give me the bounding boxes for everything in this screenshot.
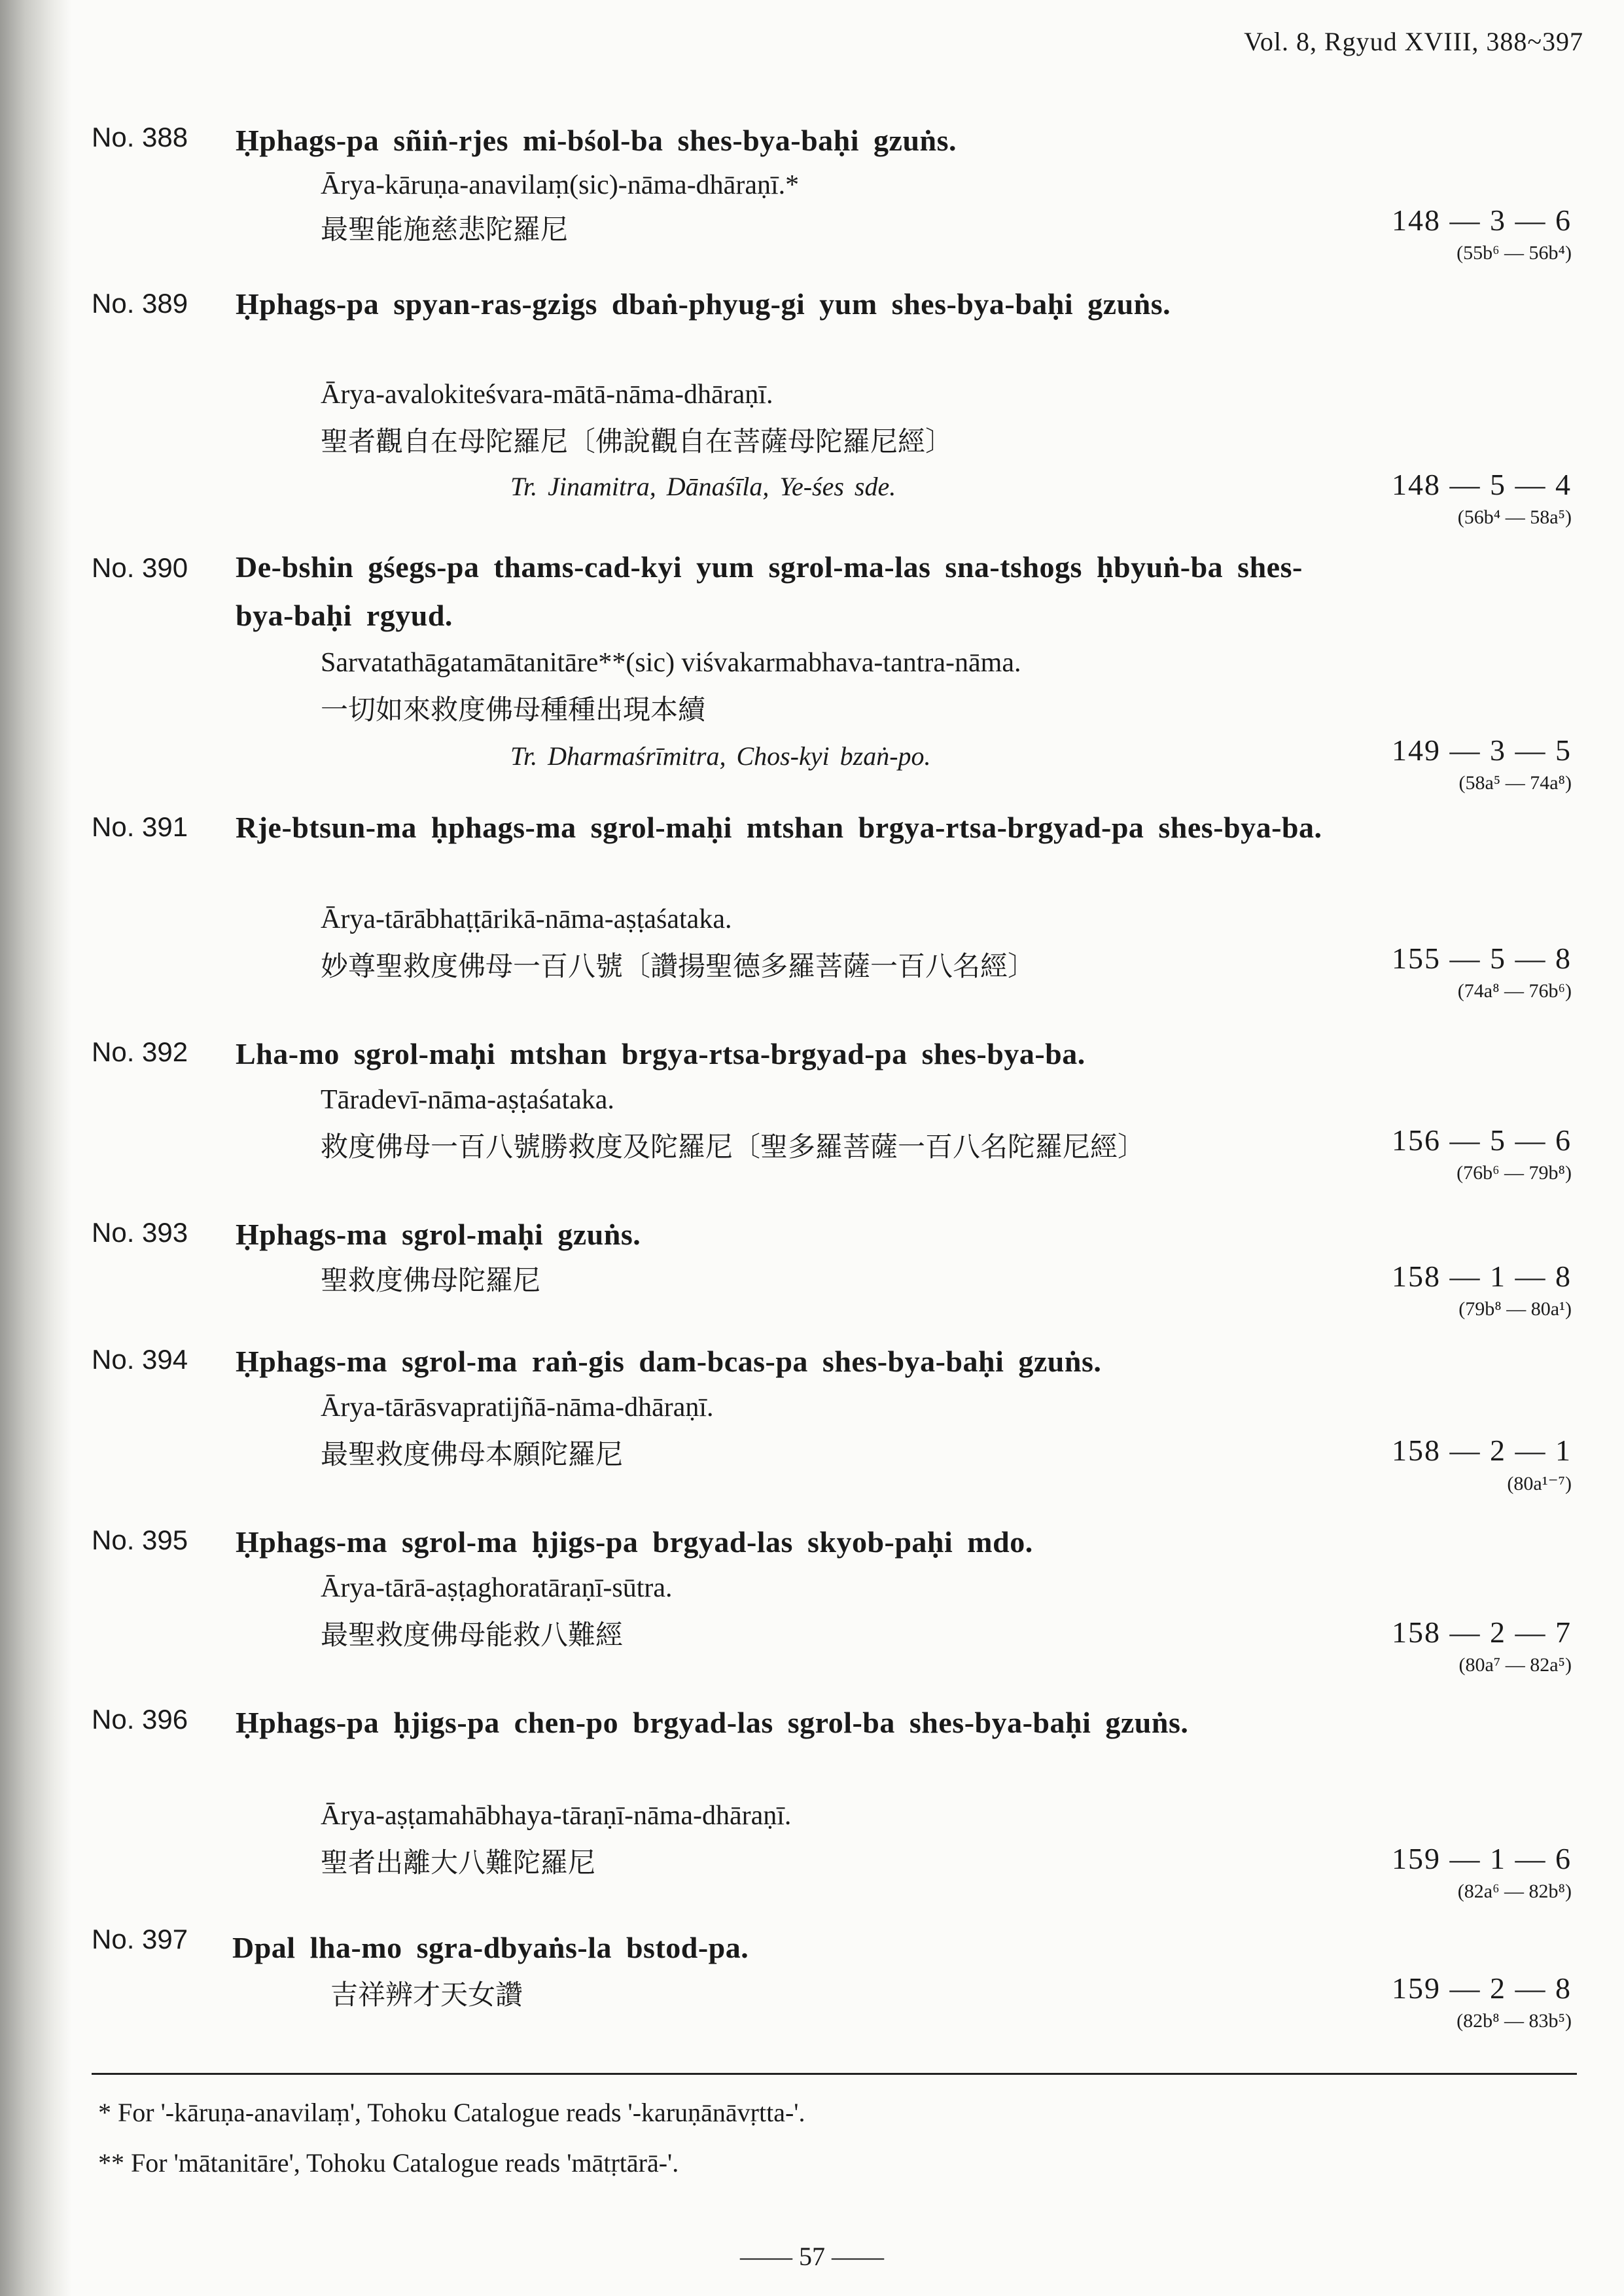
entry-number: No. 392 <box>92 1036 188 1067</box>
folio-range: (79b⁸ — 80a¹) <box>1458 1298 1572 1320</box>
entry-number: No. 389 <box>92 288 188 319</box>
sanskrit-title: Ārya-aṣṭamahābhaya-tāraṇī-nāma-dhāraṇī. <box>321 1801 792 1831</box>
folio-range: (82b⁸ — 83b⁵) <box>1456 2010 1572 2032</box>
chinese-title: 聖者觀自在母陀羅尼〔佛說觀自在菩薩母陀羅尼經〕 <box>321 425 953 457</box>
reference-number: 148 — 3 — 6 <box>1392 203 1572 237</box>
entry-title: Lha-mo sgrol-maḥi mtshan brgya-rtsa-brgyad-pa shes-bya-ba. <box>236 1037 1086 1070</box>
footnote-1: * For '-kāruṇa-anavilaṃ', Tohoku Catalogue reads '-karuṇānāvṛtta-'. <box>98 2098 805 2127</box>
reference-number: 159 — 2 — 8 <box>1392 1971 1572 2005</box>
folio-range: (80a⁷ — 82a⁵) <box>1458 1654 1572 1676</box>
chinese-title: 吉祥辨才天女讚 <box>330 1979 523 2011</box>
reference-number: 158 — 2 — 7 <box>1392 1616 1572 1649</box>
entry-title: Ḥphags-pa sñiṅ-rjes mi-bśol-ba shes-bya-baḥi gzuṅs. <box>236 124 957 157</box>
running-header: Vol. 8, Rgyud XVIII, 388~397 <box>1244 27 1583 56</box>
entry-number: No. 393 <box>92 1217 188 1248</box>
reference-number: 158 — 1 — 8 <box>1392 1260 1572 1293</box>
footnote-rule <box>92 2073 1577 2075</box>
folio-range: (74a⁸ — 76b⁶) <box>1457 980 1572 1002</box>
sanskrit-title: Ārya-avalokiteśvara-mātā-nāma-dhāraṇī. <box>321 380 773 410</box>
entry-number: No. 395 <box>92 1525 188 1555</box>
folio-range: (56b⁴ — 58a⁵) <box>1457 506 1572 528</box>
reference-number: 159 — 1 — 6 <box>1392 1842 1572 1875</box>
entry-title: Ḥphags-pa spyan-ras-gzigs dbaṅ-phyug-gi yum shes-bya-baḥi gzuṅs. <box>236 287 1171 321</box>
sanskrit-title: Ārya-tārāsvapratijñā-nāma-dhāraṇī. <box>321 1392 714 1422</box>
entry-title: Ḥphags-pa ḥjigs-pa chen-po brgyad-las sgrol-ba shes-bya-baḥi gzuṅs. <box>236 1706 1189 1739</box>
entry-title: Ḥphags-ma sgrol-ma raṅ-gis dam-bcas-pa shes-bya-baḥi gzuṅs. <box>236 1345 1102 1378</box>
sanskrit-title: Ārya-kāruṇa-anavilaṃ(sic)-nāma-dhāraṇī.* <box>321 170 800 200</box>
chinese-title: 最聖能施慈悲陀羅尼 <box>321 213 569 245</box>
entry-title: Dpal lha-mo sgra-dbyaṅs-la bstod-pa. <box>232 1931 749 1964</box>
chinese-title: 聖者出離大八難陀羅尼 <box>321 1846 596 1879</box>
sanskrit-title: Ārya-tārābhaṭṭārikā-nāma-aṣṭaśataka. <box>321 904 732 934</box>
entry-number: No. 397 <box>92 1924 188 1954</box>
folio-range: (55b⁶ — 56b⁴) <box>1456 242 1572 264</box>
sanskrit-title: Tāradevī-nāma-aṣṭaśataka. <box>321 1085 614 1115</box>
reference-number: 156 — 5 — 6 <box>1392 1123 1572 1157</box>
chinese-title: 聖救度佛母陀羅尼 <box>321 1264 541 1296</box>
entry-title: De-bshin gśegs-pa thams-cad-kyi yum sgrol-ma-las sna-tshogs ḥbyuṅ-ba shes-bya-baḥi rgyud. <box>236 550 1303 632</box>
entry-number: No. 390 <box>92 552 188 583</box>
entry-number: No. 391 <box>92 811 188 842</box>
reference-number: 158 — 2 — 1 <box>1392 1434 1572 1467</box>
sanskrit-title: Ārya-tārā-aṣṭaghoratāraṇī-sūtra. <box>321 1573 673 1603</box>
chinese-title: 妙尊聖救度佛母一百八號〔讚揚聖德多羅菩薩一百八名經〕 <box>321 950 1036 982</box>
folio-range: (80a¹⁻⁷) <box>1507 1473 1572 1494</box>
sanskrit-title: Sarvatathāgatamātanitāre**(sic) viśvakarmabhava-tantra-nāma. <box>321 648 1021 678</box>
folio-range: (82a⁶ — 82b⁸) <box>1457 1881 1572 1902</box>
folio-range: (58a⁵ — 74a⁸) <box>1458 772 1572 794</box>
translators-line: Tr. Dharmaśrīmitra, Chos-kyi bzaṅ-po. <box>510 741 931 771</box>
chinese-title: 救度佛母一百八號勝救度及陀羅尼〔聖多羅菩薩一百八名陀羅尼經〕 <box>321 1131 1146 1163</box>
scan-gutter-shadow <box>0 0 72 2296</box>
chinese-title: 最聖救度佛母能救八難經 <box>321 1619 624 1651</box>
reference-number: 155 — 5 — 8 <box>1392 942 1572 975</box>
reference-number: 149 — 3 — 5 <box>1392 733 1572 767</box>
entry-title: Ḥphags-ma sgrol-ma ḥjigs-pa brgyad-las skyob-paḥi mdo. <box>236 1525 1033 1559</box>
translators-line: Tr. Jinamitra, Dānaśīla, Ye-śes sde. <box>510 472 896 501</box>
folio-range: (76b⁶ — 79b⁸) <box>1456 1162 1572 1184</box>
reference-number: 148 — 5 — 4 <box>1392 468 1572 501</box>
page-number: —— 57 —— <box>740 2242 884 2271</box>
entry-number: No. 396 <box>92 1704 188 1735</box>
chinese-title: 最聖救度佛母本願陀羅尼 <box>321 1438 624 1470</box>
footnote-2: ** For 'mātanitāre', Tohoku Catalogue reads 'mātṛtārā-'. <box>98 2148 679 2178</box>
entry-number: No. 388 <box>92 122 188 152</box>
entry-number: No. 394 <box>92 1344 188 1375</box>
entry-title: Rje-btsun-ma ḥphags-ma sgrol-maḥi mtshan brgya-rtsa-brgyad-pa shes-bya-ba. <box>236 811 1322 844</box>
chinese-title: 一切如來救度佛母種種出現本續 <box>321 694 706 726</box>
entry-title: Ḥphags-ma sgrol-maḥi gzuṅs. <box>236 1218 641 1251</box>
